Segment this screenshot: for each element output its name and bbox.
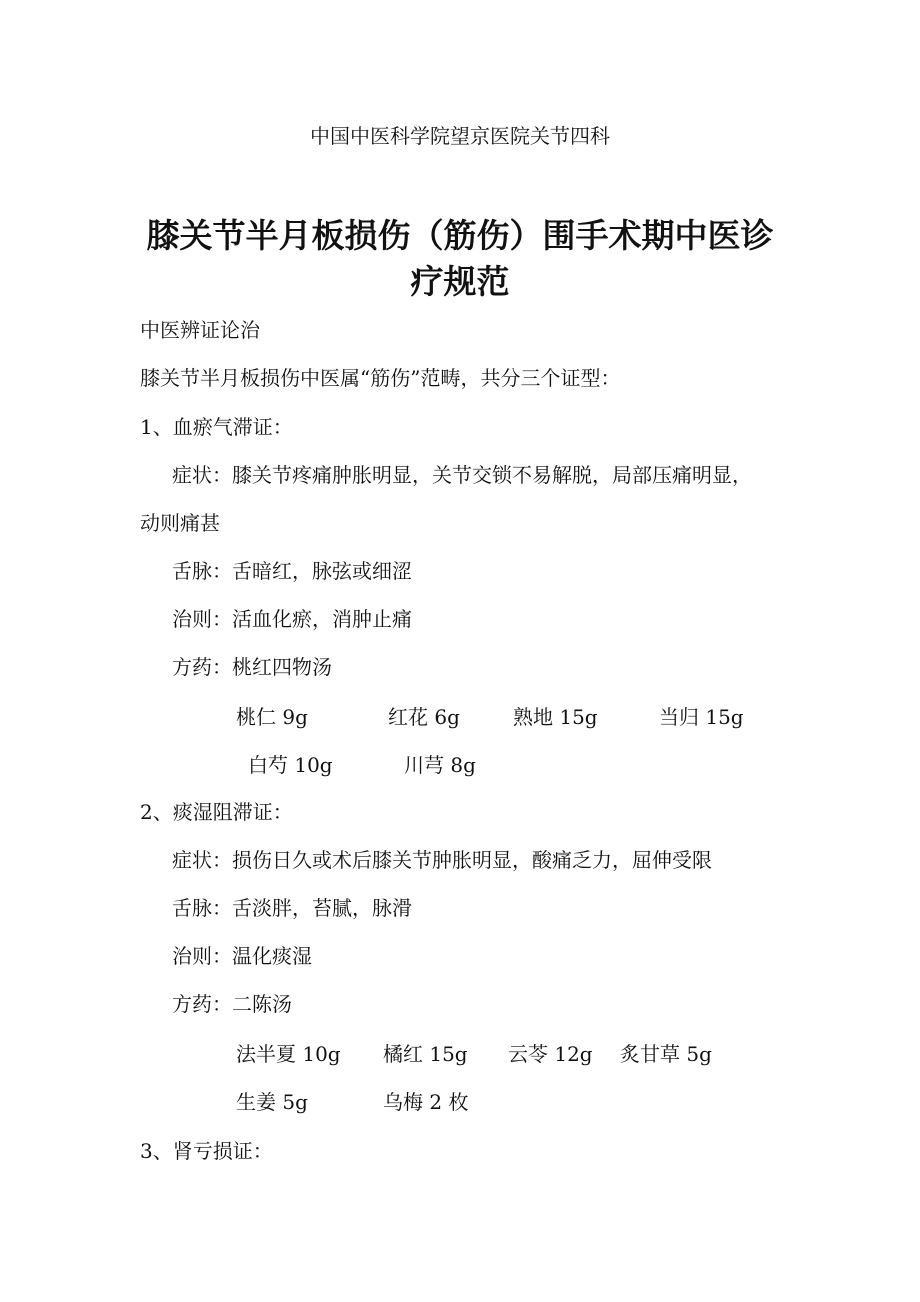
syndrome-2-symptoms: 症状：损伤日久或术后膝关节肿胀明显，酸痛乏力，屈伸受限: [172, 848, 712, 872]
syndrome-3-heading: 3、肾亏损证：: [140, 1139, 273, 1163]
syndrome-1-tongue-pulse: 舌脉：舌暗红，脉弦或细涩: [172, 559, 412, 583]
intro-paragraph: 膝关节半月板损伤中医属“筋伤”范畴，共分三个证型：: [140, 366, 621, 390]
syndrome-2-formula: 方药：二陈汤: [172, 992, 292, 1016]
syndrome-2-heading: 2、痰湿阻滞证：: [140, 800, 293, 824]
syndrome-1-treatment: 治则：活血化瘀，消肿止痛: [172, 607, 412, 631]
herb-item: 炙甘草 5g: [620, 1042, 712, 1066]
syndrome-2-treatment: 治则：温化痰湿: [172, 944, 312, 968]
document-title-line-1: 膝关节半月板损伤（筋伤）围手术期中医诊: [146, 216, 774, 255]
herb-item: 法半夏 10g: [236, 1042, 341, 1066]
syndrome-1-heading: 1、血瘀气滞证：: [140, 415, 293, 439]
herb-item: 乌梅 2 枚: [383, 1090, 469, 1114]
herb-item: 生姜 5g: [236, 1090, 308, 1114]
herb-item: 红花 6g: [388, 705, 460, 729]
section-heading: 中医辨证论治: [140, 318, 260, 342]
herb-item: 川芎 8g: [404, 753, 476, 777]
document-header: 中国中医科学院望京医院关节四科: [310, 124, 610, 148]
syndrome-1-formula: 方药：桃红四物汤: [172, 655, 332, 679]
document-title-line-2: 疗规范: [410, 262, 510, 301]
herb-item: 云苓 12g: [508, 1042, 593, 1066]
herb-item: 熟地 15g: [513, 705, 598, 729]
syndrome-1-symptoms-line-2: 动则痛甚: [140, 511, 220, 535]
herb-item: 当归 15g: [659, 705, 744, 729]
syndrome-2-tongue-pulse: 舌脉：舌淡胖，苔腻，脉滑: [172, 896, 412, 920]
herb-item: 白芍 10g: [248, 753, 333, 777]
herb-item: 桃仁 9g: [236, 705, 308, 729]
syndrome-1-symptoms-line-1: 症状：膝关节疼痛肿胀明显，关节交锁不易解脱，局部压痛明显，: [172, 463, 752, 487]
herb-item: 橘红 15g: [383, 1042, 468, 1066]
